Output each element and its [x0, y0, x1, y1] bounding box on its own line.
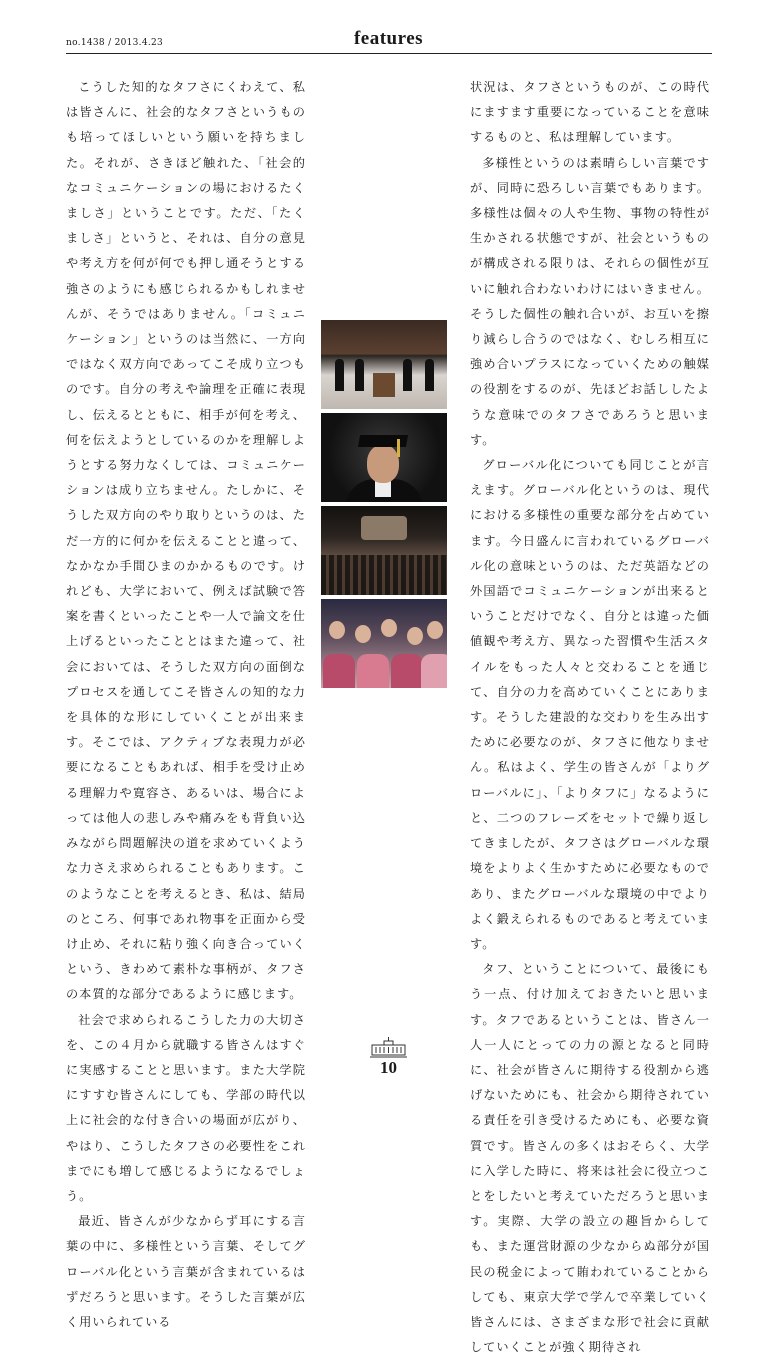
right-column: [470, 75, 710, 1360]
university-hall-icon: [370, 1036, 407, 1058]
left-column: [66, 75, 306, 1335]
graduates-photo: [321, 599, 447, 688]
paragraph: 最近、皆さんが少なからず耳にする言葉の中に、多様性という言葉、そしてグローバル化という言葉が含まれているはずだろうと思います。そうした言葉が広く用いられている: [66, 1214, 306, 1329]
page-number: 10: [380, 1058, 397, 1077]
paragraph: 多様性というのは素晴らしい言葉ですが、同時に恐ろしい言葉でもあります。多様性は個々の人や生物、事物の特性が生かされる状態ですが、社会というものが構成される限りは、それらの個性が互いに触れ合わないわけにはいきません。そうした個性の触れ合いが、お互いを擦り減らし合うのではなく、むしろ相互に強め合いプラスになっていくための触媒の役割をするのが、先ほどお話ししたような意味でのタフさであろうと思います。: [470, 155, 710, 447]
section-title: features: [353, 28, 424, 49]
hall-audience-photo: [321, 506, 447, 595]
paragraph: 状況は、タフさというものが、この時代にますます重要になっていることを意味するものと、私は理解しています。: [470, 80, 710, 145]
paragraph: グローバル化についても同じことが言えます。グローバル化というのは、現代における多様性の重要な部分を占めています。今日盛んに言われているグローバル化の意味というのは、ただ英語などの外国語でコミュニケーションが出来るということだけでなく、自分とは違った価値観や考え方、異なった習慣や生活スタイルをもった人々と交わることを通じて、自分の力を高めていくことにあります。そうした建設的な交わりを生み出すために必要なのが、タフさに他なりません。私はよく、学生の皆さんが「よりグローバルに」、「よりタフに」なるようにと、二つのフレーズをセットで繰り返してきましたが、タフさはグローバルな環境をよりよく生かすために必要なものであり、またグローバルな環境の中でよりよく鍛えられるものであると考えています。: [470, 458, 710, 951]
ceremony-stage-photo: [321, 320, 447, 409]
photo-strip: [321, 320, 447, 692]
paragraph: タフ、ということについて、最後にもう一点、付け加えておきたいと思います。タフであるということは、皆さん一人一人にとっての力の源となると同時に、社会が皆さんに期待する役割から逃げないためにも、社会から期待されている責任を引き受けるためにも、必要な資質です。皆さんの多くはおそらく、大学に入学した時に、将来は社会に役立つことをしたいと考えていただろうと思います。実際、大学の設立の趣旨からしても、また運営財源の少なからぬ部分が国民の税金によって賄われていることからしても、東京大学で学んで卒業していく皆さんには、さまざまな形で社会に貢献していくことが強く期待され: [470, 962, 710, 1355]
paragraph: 社会で求められるこうした力の大切さを、この４月から就職する皆さんはすぐに実感することと思います。また大学院にすすむ皆さんにしても、学部の時代以上に社会的な付き合いの場面が広がり、やはり、こうしたタフさの必要性をこれまでにも増して感じるようになるでしょう。: [66, 1012, 306, 1203]
paragraph: こうした知的なタフさにくわえて、私は皆さんに、社会的なタフさというものも培ってほしいという願いを持ちました。それが、さきほど触れた、「社会的なコミュニケーションの場におけるたくましさ」ということです。ただ、「たくましさ」というと、それは、自分の意見や考え方を何が何でも押し通そうとする強さのようにも感じられるかもしれませんが、そうではありません。「コミュニケーション」というのは当然に、一方向ではなく双方向であってこそ成り立つものです。自分の考えや論理を正確に表現し、伝えるとともに、相手が何を考え、何を伝えようとしているのかを理解しようとする努力なくしては、コミュニケーションは成り立ちません。たしかに、そうした双方向のやり取りというのは、ただ一方的に何かを伝えることと違って、なかなか手間ひまのかかるものです。けれども、大学において、例えば試験で答案を書くといったことや一人で論文を仕上げるといったこととはまた違って、社会においては、そうした双方向の面倒なプロセスを通してこそ皆さんの知的な力を具体的な形にしていくことが出来ます。そこでは、アクティブな表現力が必要になることもあれば、相手を受け止める理解力や寛容さ、あるいは、場合によっては他人の悲しみや痛みをも背負い込みながら問題解決の道を求めていくような力さえ求められることもあります。このようなことを考えるとき、私は、結局のところ、何事であれ物事を正面から受け止め、それに粘り強く向き合っていくという、きわめて素朴な事柄が、タフさの本質的な部分であるように感じます。: [66, 80, 306, 1002]
header-rule: [66, 53, 712, 54]
issue-number: no.1438 / 2013.4.23: [66, 38, 164, 48]
president-portrait-photo: [321, 413, 447, 502]
